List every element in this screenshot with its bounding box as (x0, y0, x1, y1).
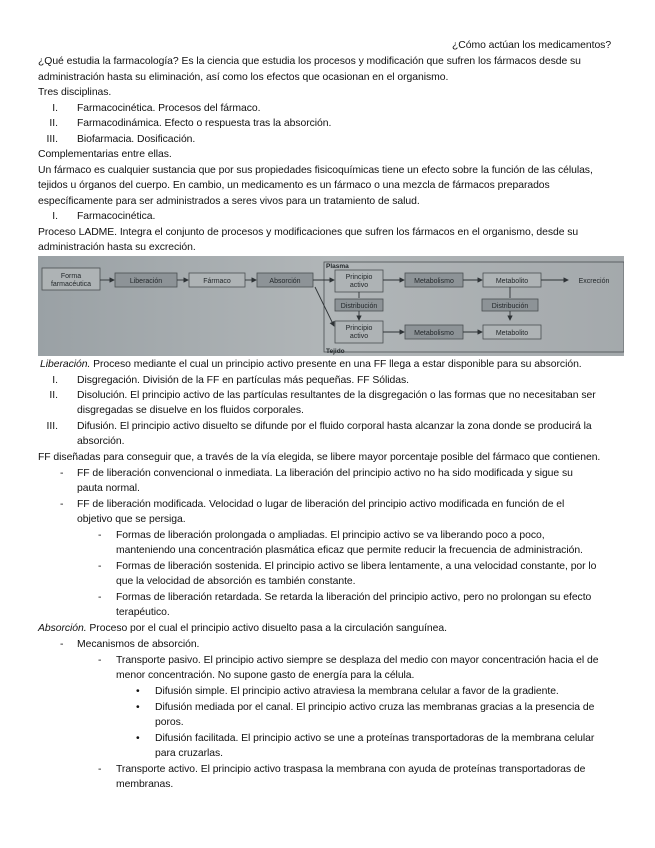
transporte-activo: membranas. (116, 779, 174, 790)
dash-bullet: - (60, 639, 64, 650)
dot-bullet: • (136, 686, 140, 697)
complementary-note: Complementarias entre ellas. (38, 149, 172, 160)
liberacion-paragraph (40, 357, 582, 373)
ff-type-item: pauta normal. (77, 483, 140, 494)
mechanisms-heading: Mecanismos de absorción. (77, 639, 200, 650)
ff-modified-item: Formas de liberación retardada. Se retarda la liberación del principio activo, pero no prolongan su efecto (116, 592, 592, 603)
pa-tejido-label-2: activo (349, 333, 369, 340)
intro-line: administración hasta su eliminación, así como los efectos que ocasionan en el organismo. (38, 72, 449, 83)
liberacion-label: Liberación (129, 278, 163, 285)
dash-bullet: - (98, 530, 102, 541)
page-title: ¿Cómo actúan los medicamentos? (452, 40, 612, 51)
absorcion-label: Absorción (269, 278, 301, 285)
absorcion-paragraph (38, 621, 447, 637)
ladme-text: Proceso LADME. Integra el conjunto de procesos y modificaciones que sufren los fármacos en el organismo, desde su (38, 227, 579, 238)
metabolito-label: Metabolito (495, 278, 529, 285)
intro-line: ¿Qué estudia la farmacología? Es la ciencia que estudia los procesos y modificación que sufren los fármacos desde su (38, 56, 581, 67)
distribucion-label-1: Distribución (340, 303, 378, 310)
pa-label-1: Principio (345, 274, 373, 281)
liberacion-item: disgregadas se disuelve en los fluidos corporales. (77, 405, 304, 416)
liberacion-term: Liberación. (40, 359, 91, 370)
dash-bullet: - (60, 499, 64, 510)
dot-bullet: • (136, 702, 140, 713)
ff-modified-item: terapéutico. (116, 607, 170, 618)
discipline-item: Farmacocinética. Procesos del fármaco. (77, 103, 261, 114)
forma-label-2: farmacéutica (50, 281, 92, 288)
label-plasma: Plasma (326, 263, 349, 270)
ff-modified-item: Formas de liberación sostenida. El principio activo se libera lentamente, a una velocidad constante, por lo (116, 561, 597, 572)
ff-intro: FF diseñadas para conseguir que, a través de la vía elegida, se libere mayor porcentaje posible del fármaco que contienen. (38, 452, 601, 463)
transporte-pasivo: Transporte pasivo. El principio activo siempre se desplaza del medio con mayor concentración hacia el de (116, 655, 599, 666)
list-number: I. (52, 375, 58, 386)
absorcion-term: Absorción. (38, 623, 87, 634)
liberacion-item: Disolución. El principio activo de las partículas resultantes de la disgregación o las formas que no necesitaban ser (77, 390, 596, 401)
liberacion-item: Difusión. El principio activo disuelto se difunde por el fluido corporal hasta alcanzar la zona donde se producirá la (77, 421, 592, 432)
ff-type-item: FF de liberación modificada. Velocidad o lugar de liberación del principio activo modificada en función de el (77, 499, 565, 510)
farmaco-definition: tejidos u órganos del cuerpo. En cambio, un medicamento es un fármaco o una mezcla de fármacos preparados (38, 180, 550, 191)
transporte-activo: Transporte activo. El principio activo traspasa la membrana con ayuda de proteínas transportadoras de (116, 764, 586, 775)
label-tejido: Tejido (326, 348, 345, 355)
pasivo-item: Difusión simple. El principio activo atraviesa la membrana celular a favor de la gradiente. (155, 686, 559, 697)
ff-modified-item: Formas de liberación prolongada o ampliadas. El principio activo se va liberando poco a poco, (116, 530, 545, 541)
list-number: II. (49, 390, 58, 401)
forma-label-1: Forma (60, 273, 82, 280)
excrecion-label: Excreción (578, 278, 610, 285)
dash-bullet: - (60, 468, 64, 479)
metabolismo-tejido-label: Metabolismo (414, 330, 454, 337)
metabolito-tejido-label: Metabolito (495, 330, 529, 337)
dash-bullet: - (98, 561, 102, 572)
farmaco-label: Fármaco (203, 278, 231, 285)
discipline-item: Farmacodinámica. Efecto o respuesta tras la absorción. (77, 118, 332, 129)
farmaco-definition: Un fármaco es cualquier sustancia que por sus propiedades fisicoquímicas tiene un efecto sobre la función de las células, (38, 165, 593, 176)
absorcion-text: Proceso por el cual el principio activo disuelto pasa a la circulación sanguínea. (86, 623, 447, 634)
dot-bullet: • (136, 733, 140, 744)
pasivo-item: para cruzarlas. (155, 748, 223, 759)
ladme-text: administración hasta su excreción. (38, 242, 196, 253)
ff-modified-item: manteniendo una concentración plasmática eficaz que permite reducir la frecuencia de administración. (116, 545, 583, 556)
pa-tejido-label-1: Principio (345, 325, 373, 332)
transporte-pasivo: menor concentración. No supone gasto de energía para la célula. (116, 670, 415, 681)
ff-type-item: objetivo que se persiga. (77, 514, 186, 525)
ff-type-item: FF de liberación convencional o inmediata. La liberación del principio activo no ha sido modificada y sigue su (77, 468, 573, 479)
list-number: I. (52, 211, 58, 222)
discipline-item: Biofarmacia. Dosificación. (77, 134, 196, 145)
liberacion-item: absorción. (77, 436, 125, 447)
dash-bullet: - (98, 655, 102, 666)
pasivo-item: Difusión facilitada. El principio activo se une a proteínas transportadoras de la membrana celular (155, 733, 595, 744)
liberacion-item: Disgregación. División de la FF en partículas más pequeñas. FF Sólidas. (77, 375, 409, 386)
list-number: II. (49, 118, 58, 129)
pasivo-item: poros. (155, 717, 184, 728)
dash-bullet: - (98, 592, 102, 603)
farmaco-definition: específicamente para ser administrados a seres vivos para un tratamiento de salud. (38, 196, 420, 207)
liberacion-text: Proceso mediante el cual un principio activo presente en una FF llega a estar disponible para su absorción. (90, 359, 582, 370)
section-heading: Farmacocinética. (77, 211, 156, 222)
intro-line: Tres disciplinas. (38, 87, 112, 98)
list-number: III. (46, 421, 58, 432)
distribucion-label-2: Distribución (491, 303, 529, 310)
list-number: III. (46, 134, 58, 145)
metabolismo-label: Metabolismo (414, 278, 454, 285)
list-number: I. (52, 103, 58, 114)
pa-label-2: activo (349, 282, 369, 289)
dash-bullet: - (98, 764, 102, 775)
ladme-diagram (38, 256, 624, 356)
ff-modified-item: que la velocidad de absorción es también constante. (116, 576, 356, 587)
pasivo-item: Difusión mediada por el canal. El principio activo cruza las membranas gracias a la presencia de (155, 702, 595, 713)
